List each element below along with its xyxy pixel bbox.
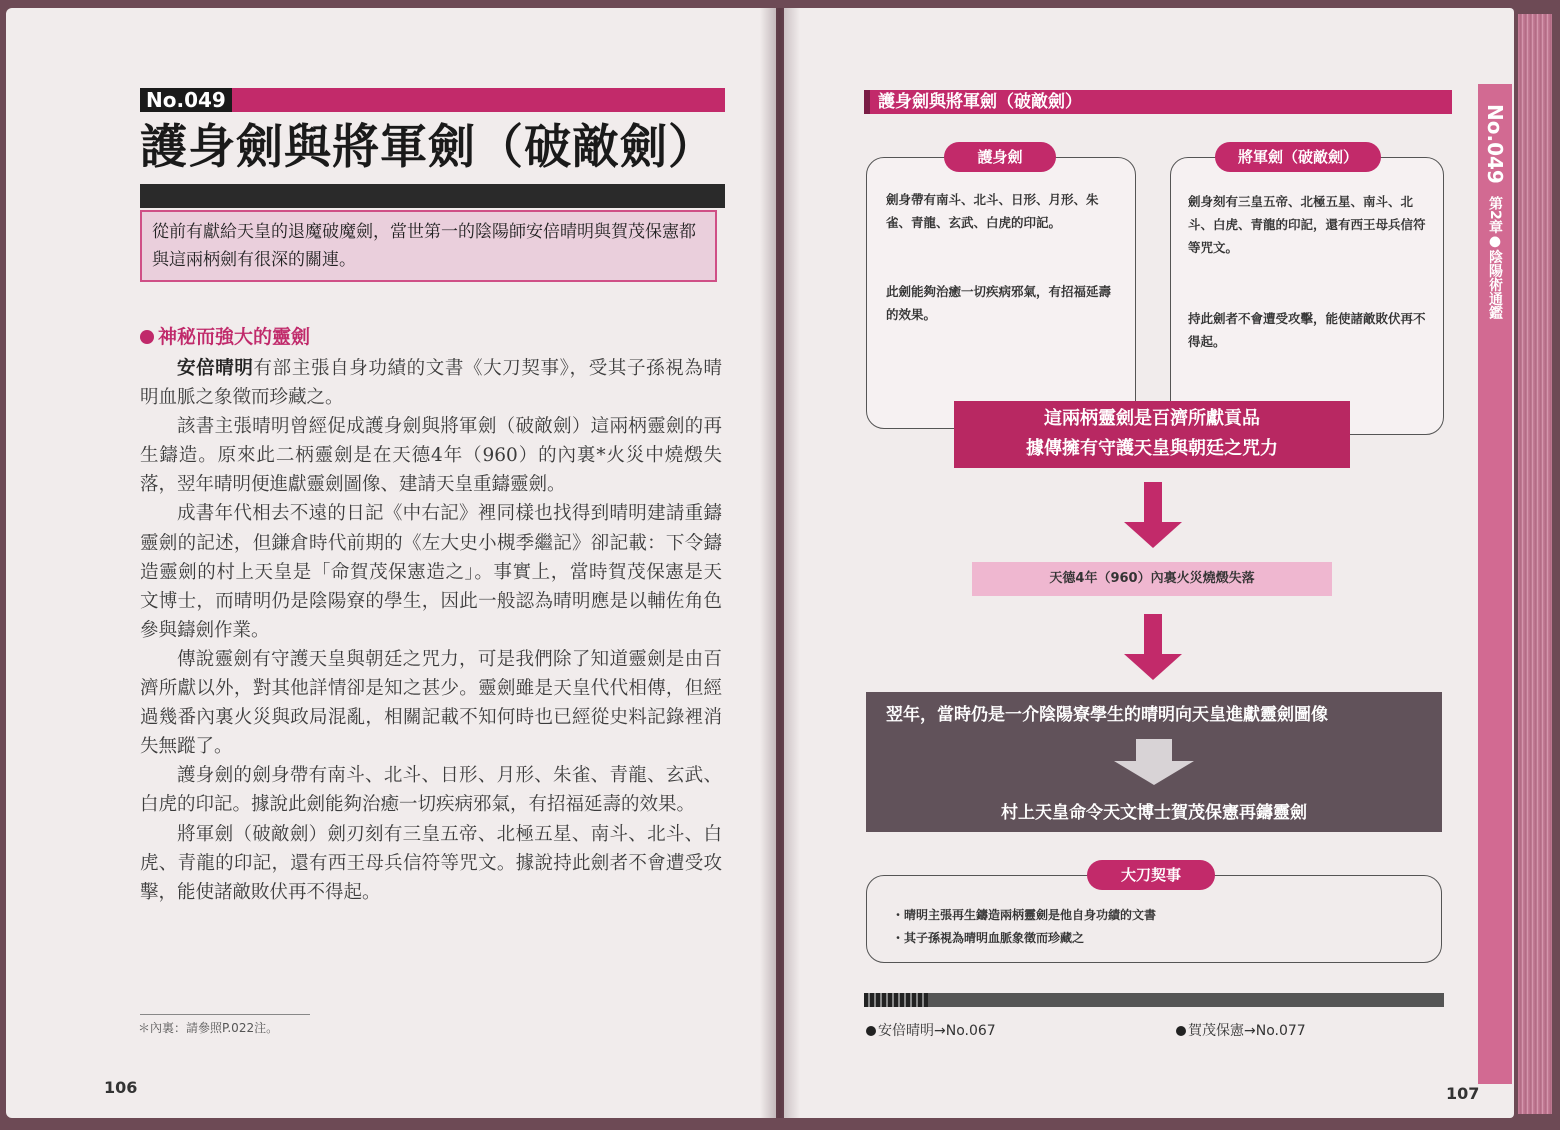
bullet-dot-icon bbox=[1176, 1026, 1186, 1036]
paragraph-text: 該書主張晴明曾經促成護身劍與將軍劍（破敵劍）這兩柄靈劍的再生鑄造。原來此二柄靈劍是在天德4年（960）的內裏*火災中燒燬失落，翌年晴明便進獻靈劍圖像、建請天皇重鑄靈劍。 bbox=[140, 416, 722, 496]
paragraph-text: 成書年代相去不遠的日記《中右記》裡同樣也找得到晴明建請重鑄靈劍的記述，但鎌倉時代前期的《左大史小槻季繼記》卻記載：下令鑄造靈劍的村上天皇是「命賀茂保憲造之」。事實上，當時賀茂保憲是天文博士，而晴明仍是陰陽寮的學生，因此一般認為晴明應是以輔佐角色參與鑄劍作業。 bbox=[140, 503, 722, 641]
paragraph bbox=[140, 499, 722, 644]
side-tab bbox=[1478, 84, 1512, 1084]
paragraph-text: 將軍劍（破敵劍）劍刃刻有三皇五帝、北極五星、南斗、北斗、白虎、青龍的印記，還有西王母兵信符等咒文。據說持此劍者不會遭受攻擊，能使諸敵敗伏再不得起。 bbox=[140, 823, 722, 903]
down-arrow-icon bbox=[1124, 482, 1182, 548]
down-arrow-icon bbox=[1114, 739, 1194, 787]
paragraph bbox=[140, 645, 722, 761]
paragraph bbox=[140, 412, 722, 499]
section-heading bbox=[140, 322, 310, 349]
book-gutter bbox=[760, 8, 800, 1118]
recast-line-1: 翌年，當時仍是一介陰陽寮學生的晴明向天皇進獻靈劍圖像 bbox=[886, 705, 1328, 725]
related-items-bar bbox=[864, 993, 1444, 1007]
tribute-banner bbox=[954, 401, 1350, 468]
bullet-dot-icon bbox=[866, 1026, 876, 1036]
goshin-sword-label: 護身劍 bbox=[944, 142, 1056, 172]
shogun-sword-label: 將軍劍（破敵劍） bbox=[1215, 142, 1381, 172]
page-edges bbox=[1518, 14, 1552, 1114]
related-link-text: 安倍晴明→No.067 bbox=[878, 1023, 996, 1039]
list-item: ・其子孫視為晴明血脈象徵而珍藏之 bbox=[892, 931, 1085, 945]
dachi-keiji-list bbox=[892, 904, 1156, 950]
title-underbar bbox=[140, 184, 725, 208]
bullet-dot-icon bbox=[140, 330, 154, 344]
page-number-right: 107 bbox=[1446, 1084, 1480, 1103]
shogun-sword-marks: 劍身刻有三皇五帝、北極五星、南斗、北斗、白虎、青龍的印記，還有西王母兵信符等咒文。 bbox=[1188, 194, 1426, 255]
paragraph bbox=[140, 820, 722, 907]
footnote: ＊內裏：請參照P.022注。 bbox=[138, 1021, 279, 1035]
diagram-title-bar bbox=[864, 90, 1452, 114]
banner-line-2: 據傳擁有守護天皇與朝廷之咒力 bbox=[1026, 438, 1278, 459]
recast-line-2: 村上天皇命令天文博士賀茂保憲再鑄靈劍 bbox=[1001, 803, 1307, 823]
paragraph-text: 傳說靈劍有守護天皇與朝廷之咒力，可是我們除了知道靈劍是由百濟所獻以外，對其他詳情卻是知之甚少。靈劍雖是天皇代代相傳，但經過幾番內裏火災與政局混亂，相關記載不知何時也已經從史料記錄裡消失無蹤了。 bbox=[140, 648, 722, 758]
section-heading-text: 神秘而強大的靈劍 bbox=[158, 326, 311, 348]
paragraph bbox=[140, 354, 722, 412]
related-link-text: 賀茂保憲→No.077 bbox=[1188, 1023, 1306, 1039]
shogun-sword-effect: 持此劍者不會遭受攻擊，能使諸敵敗伏再不得起。 bbox=[1188, 311, 1426, 349]
paragraph bbox=[140, 761, 722, 819]
side-tab-number: No.049 bbox=[1483, 104, 1507, 184]
footnote-rule bbox=[140, 1014, 310, 1015]
paragraph-bold: 安倍晴明 bbox=[177, 358, 254, 379]
entry-number-tag bbox=[140, 88, 725, 112]
page-number-left: 106 bbox=[104, 1078, 138, 1097]
paragraph-text: 有部主張自身功績的文書《大刀契事》，受其子孫視為晴明血脈之象徵而珍藏之。 bbox=[140, 358, 722, 409]
list-item: ・晴明主張再生鑄造兩柄靈劍是他自身功績的文書 bbox=[892, 908, 1157, 922]
intro-box: 從前有獻給天皇的退魔破魔劍，當世第一的陰陽師安倍晴明與賀茂保憲都與這兩柄劍有很深的關連。 bbox=[140, 210, 717, 282]
related-link[interactable] bbox=[866, 1020, 996, 1040]
goshin-sword-marks: 劍身帶有南斗、北斗、日形、月形、朱雀、青龍、玄武、白虎的印記。 bbox=[886, 192, 1099, 230]
entry-number: No.049 bbox=[140, 88, 232, 112]
diagram-title: 護身劍與將軍劍（破敵劍） bbox=[878, 92, 1082, 112]
side-tab-chapter: 第2章●陰陽術通鑑 bbox=[1487, 196, 1503, 320]
body-text bbox=[140, 354, 722, 907]
dachi-keiji-label: 大刀契事 bbox=[1087, 860, 1215, 890]
paragraph-text: 護身劍的劍身帶有南斗、北斗、日形、月形、朱雀、青龍、玄武、白虎的印記。據說此劍能夠治癒一切疾病邪氣，有招福延壽的效果。 bbox=[140, 765, 722, 816]
goshin-sword-effect: 此劍能夠治癒一切疾病邪氣，有招福延壽的效果。 bbox=[886, 284, 1112, 322]
banner-line-1: 這兩柄靈劍是百濟所獻貢品 bbox=[1044, 408, 1260, 429]
page-title: 護身劍與將軍劍（破敵劍） bbox=[140, 120, 716, 175]
down-arrow-icon bbox=[1124, 614, 1182, 680]
related-items-mark bbox=[864, 993, 928, 1007]
fire-event-box: 天德4年（960）內裏火災燒燬失落 bbox=[972, 562, 1332, 596]
related-link[interactable] bbox=[1176, 1020, 1306, 1040]
